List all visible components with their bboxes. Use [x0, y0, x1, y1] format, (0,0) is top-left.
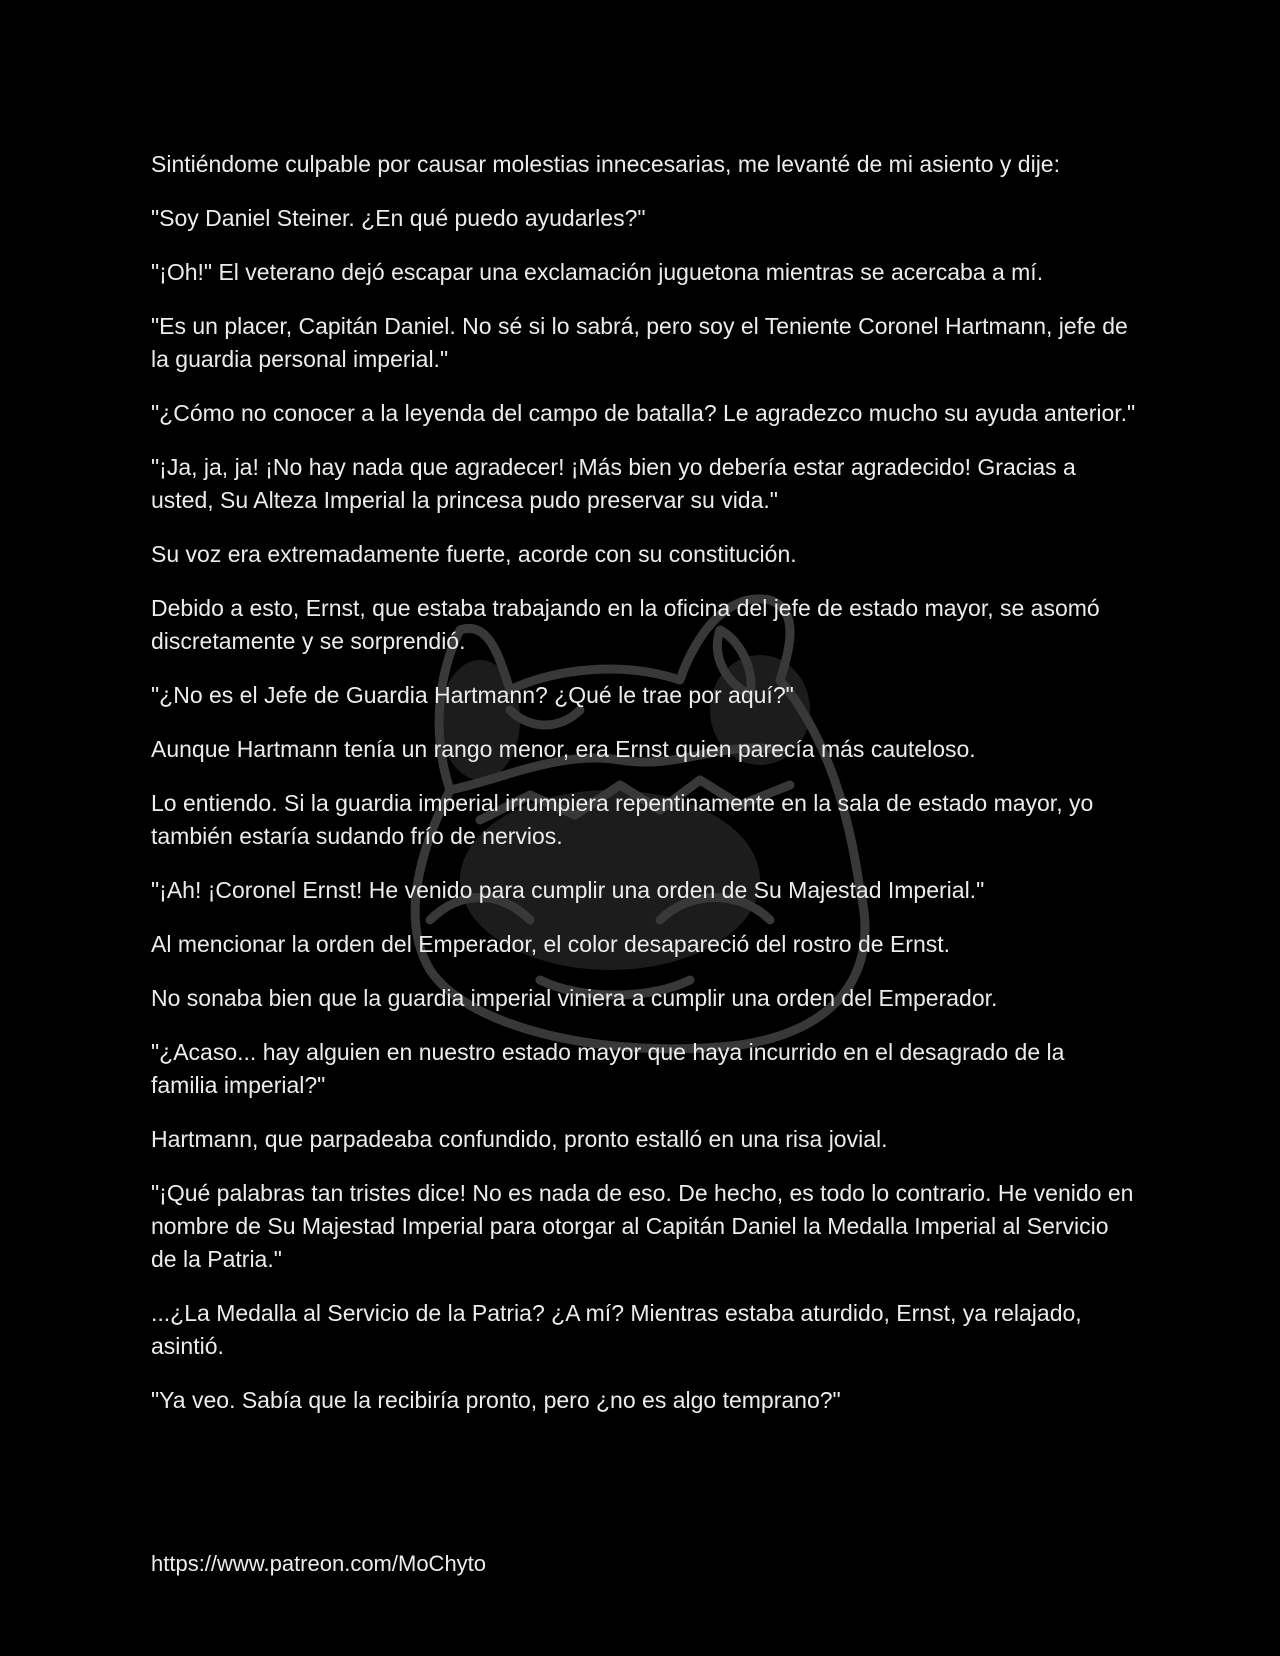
paragraph: ...¿La Medalla al Servicio de la Patria? ¿A mí? Mientras estaba aturdido, Ernst, ya relajado, asintió.	[151, 1300, 1082, 1359]
paragraph: Lo entiendo. Si la guardia imperial irrumpiera repentinamente en la sala de estado mayor, yo también estaría sudando frío de nervios.	[151, 790, 1094, 849]
patreon-link[interactable]: https://www.patreon.com/MoChyto	[151, 1551, 487, 1576]
paragraph: Debido a esto, Ernst, que estaba trabajando en la oficina del jefe de estado mayor, se asomó discretamente y se sorprendió.	[151, 595, 1100, 654]
paragraph: No sonaba bien que la guardia imperial viniera a cumplir una orden del Emperador.	[151, 985, 998, 1011]
paragraph: Su voz era extremadamente fuerte, acorde con su constitución.	[151, 541, 797, 567]
paragraph: "Soy Daniel Steiner. ¿En qué puedo ayudarles?"	[151, 205, 646, 231]
paragraph: "¿Acaso... hay alguien en nuestro estado mayor que haya incurrido en el desagrado de la familia imperial?"	[151, 1039, 1065, 1098]
paragraph: "Ya veo. Sabía que la recibiría pronto, pero ¿no es algo temprano?"	[151, 1387, 841, 1413]
paragraph: "¡Ah! ¡Coronel Ernst! He venido para cumplir una orden de Su Majestad Imperial."	[151, 877, 985, 903]
paragraph: "¡Qué palabras tan tristes dice! No es nada de eso. De hecho, es todo lo contrario. He venido en nombre de Su Majestad Imperial para otorgar al Capitán Daniel la Medalla Imperial al Servicio de la Patria."	[151, 1180, 1134, 1272]
paragraph: Hartmann, que parpadeaba confundido, pronto estalló en una risa jovial.	[151, 1126, 888, 1152]
paragraph: "¡Ja, ja, ja! ¡No hay nada que agradecer! ¡Más bien yo debería estar agradecido! Gracias a usted, Su Alteza Imperial la princesa pudo preservar su vida."	[151, 454, 1076, 513]
paragraph: Al mencionar la orden del Emperador, el color desapareció del rostro de Ernst.	[151, 931, 951, 957]
paragraph: Sintiéndome culpable por causar molestias innecesarias, me levanté de mi asiento y dije:	[151, 151, 1060, 177]
paragraph: "Es un placer, Capitán Daniel. No sé si lo sabrá, pero soy el Teniente Coronel Hartmann, jefe de la guardia personal imperial."	[151, 313, 1128, 372]
paragraph: Aunque Hartmann tenía un rango menor, era Ernst quien parecía más cauteloso.	[151, 736, 976, 762]
paragraph: "¿Cómo no conocer a la leyenda del campo de batalla? Le agradezco mucho su ayuda anterior."	[151, 400, 1136, 426]
story-text	[151, 148, 1136, 1438]
paragraph: "¡Oh!" El veterano dejó escapar una exclamación juguetona mientras se acercaba a mí.	[151, 259, 1044, 285]
paragraph: "¿No es el Jefe de Guardia Hartmann? ¿Qué le trae por aquí?"	[151, 682, 794, 708]
